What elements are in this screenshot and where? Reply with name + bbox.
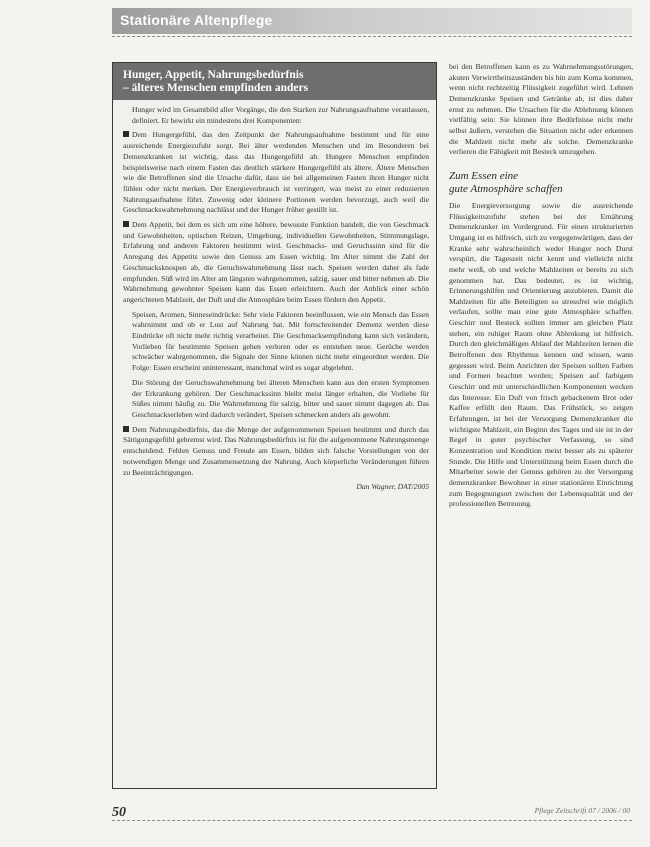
footer-divider [112,820,632,821]
running-header [112,8,632,34]
right-column-body: Die Energieversorgung sowie die ausreichende Flüssigkeitszufuhr stehen bei der Ernährung Demenzkranker im Vordergrund. Für einen strukturierten Umgang ist es hilfreich, sich zu vergegenwärtigen, dass der Kranke sehr wahrscheinlich weder Hunger noch Durst verspürt, die Tageszeit nicht kennt und vielleicht nicht mehr weiß, ob und welche Mahlzeiten er bereits zu sich genommen hat. Das bedeutet, es ist wichtig, Erinnerungshilfen und Orientierung anzubieten. Damit die Mahlzeiten für alle Beteiligten so stressfrei wie möglich verlaufen, sollte man eine gute Atmosphäre schaffen. Geschirr und Besteck sollten immer am gleichen Platz stehen, ein ruhiger Raum ohne Ablenkung ist hilfreich. Durch den gleichmäßigen Ablauf der Mahlzeiten lernen die Betroffenen den Rhythmus kennen und wissen, wann gegessen wird. Beim Anrichten der Speisen sollten Farben und Formen beachtet werden; Speisen auf farbigem Geschirr und mit unterschiedlichen Komponenten wecken das Interesse. Ein Duft von frisch gebackenem Brot oder Kaffee erfüllt den Raum. Das Frühstück, so zeigen Erfahrungen, ist bei der Versorgung Demenzkranker die wichtigste Mahlzeit, ein Beginn des Tages und sie ist in der Regel in guter psychischer Verfassung, so sind Konzentration und Kondition meist besser als zu späterer Stunde. Die Hilfe und Unterstützung beim Essen durch die Mitarbeiter sowie der Genuss gehören zu der Versorgung demenzkranker Bewohner in einer stationären Einrichtung zum Begegnungsort zwischen der Lebensqualität und der professionellen Betreuung. [449,200,633,509]
box-attribution: Dan Wagner, DAT/2005 [356,482,429,492]
section-heading-line-1: Zum Essen eine [449,169,519,182]
box-paragraph-text: Dem Appetit, bei dem es sich um eine höhere, bewusste Funktion handelt, die von Geschmack und Gewohnheiten, optischen Reizen, Umgebung, individuellen Gewohnheiten, Stimmungslage, Erfahrung und anderen Faktoren bestimmt wird. Geschmacks- und Geruchssinn sind für die Anregung des Appetits sowie den Genuss am Essen wichtig. Im Alter nimmt die Zahl der Geschmacksknospen ab, die Geruchswahrnehmung lässt nach. Speisen werden daher als fade empfunden. Süß wird im Alter am längsten wahrgenommen, salzig, sauer und bitter nehmen ab. Die Wahrnehmung gewohnter Speisen kann das Essen erleichtern. Auch der Anblick einer schön angerichteten Mahlzeit, der Duft und die Atmosphäre beim Essen fördern den Appetit. [123,220,429,304]
box-title [113,63,436,100]
box-body [113,100,436,493]
box-paragraph-text: Dem Nahrungsbedürfnis, das die Menge der aufgenommenen Speisen bestimmt und durch das Sättigungsgefühl gebremst wird. Das Nahrungsbedürfnis ist für die aufgenommene Nahrungsmenge entscheidend. Fehlen Genuss und Freude am Essen, bilden sich falsche Vorstellungen von der notwendigen Menge und Zusammensetzung der Nahrung. Auch körperliche Veränderungen führen zu Beeinträchtigungen. [123,424,429,477]
section-title: Stationäre Altenpflege [120,12,273,28]
box-paragraph [123,220,429,306]
page-number: 50 [112,805,126,820]
right-column [449,62,633,510]
footer-source: Pflege Zeitschrift 07 / 2006 / 00 [534,806,630,815]
box-paragraph [123,425,429,479]
right-column-intro: bei den Betroffenen kann es zu Wahrnehmungsstörungen, akuten Verwirrtheitszuständen bis hin zum Koma kommen, wenn nicht rechtzeitig Flüssigkeit zugeführt wird. Lehnen Demenzkranke Speisen und Getränke ab, ist dies daher ernst zu nehmen. Die Ursachen für die Ablehnung können vielfältig sein: Sie können ihre Bedürfnisse nicht mehr selbst äußern, verstehen die Situation nicht oder erkennen die Mahlzeit nicht mehr als solche. Demenzkranke verlieren die Fähigkeit mit Besteck umzugehen. [449,62,633,157]
info-box [112,62,437,789]
square-bullet-icon [123,221,129,227]
header-divider [112,36,632,37]
square-bullet-icon [123,426,129,432]
square-bullet-icon [123,131,129,137]
section-heading-line-2: gute Atmosphäre schaffen [449,182,563,195]
box-paragraph: Die Störung der Geruchswahrnehmung bei älteren Menschen kann aus den ersten Symptomen der Erkrankung gehören. Der Geschmackssinn bleibt meist länger erhalten, die Vorliebe für Süßes nimmt häufig zu. Die Wahrnehmung für salzig, bitter und sauer nimmt dagegen ab. Das Geschmackserleben wird dadurch verändert, Speisen schmecken anders als gewohnt. [132,377,429,419]
box-title-line-2: – älteres Menschen empfinden anders [123,82,309,94]
section-heading [449,170,633,196]
box-paragraph: Speisen, Aromen, Sinneseindrücke: Sehr viele Faktoren beeinflussen, wie ein Mensch das Essen wahrnimmt und ob er Lust auf Nahrung hat. Mit fortschreitender Demenz werden diese Eindrücke oft nicht mehr richtig verarbeitet. Die Geschmacksempfindung kann sich verändern, Vorlieben für bestimmte Speisen gehen verloren oder es entstehen neue. Gerüche werden schwächer wahrgenommen, die Signale der Sinne können nicht mehr eingeordnet werden. Die Folge: Essen erscheint uninteressant, manchmal wird es sogar abgelehnt. [132,309,429,373]
box-paragraph: Hunger wird im Gesamtbild aller Vorgänge, die den Starken zur Nahrungsaufnahme veranlassen, definiert. Er bewirkt ein mindestens drei Komponenten: [132,105,429,125]
box-paragraph-text: Dem Hungergefühl, das den Zeitpunkt der Nahrungsaufnahme bestimmt und für eine ausreichende Energiezufuhr sorgt. Bei älter werdenden Menschen und im Besonderen bei Demenzkranken ist wichtig, dass das Hungergefühl ab. Hungere Menschen empfinden beispielsweise nach einem Fasten das deutlich stärkere Hungergefühl als ältere. Ältere Menschen wie die Betroffenen sind die Ursache dafür, dass sie bei allgemeinen Fasten ihren Hunger nicht fühlen oder nicht merken. Der Energieverbrauch ist verringert, was meist zu einer reduzierten Nahrungsaufnahme führt. Zuwenig oder kleinere Portionen werden bevorzugt, auch weil die Geschmackswahrnehmung nachlässt und der Hunger früher gestillt ist. [123,130,429,215]
box-paragraph [123,130,429,216]
box-title-line-1: Hunger, Appetit, Nahrungsbedürfnis [123,69,304,81]
